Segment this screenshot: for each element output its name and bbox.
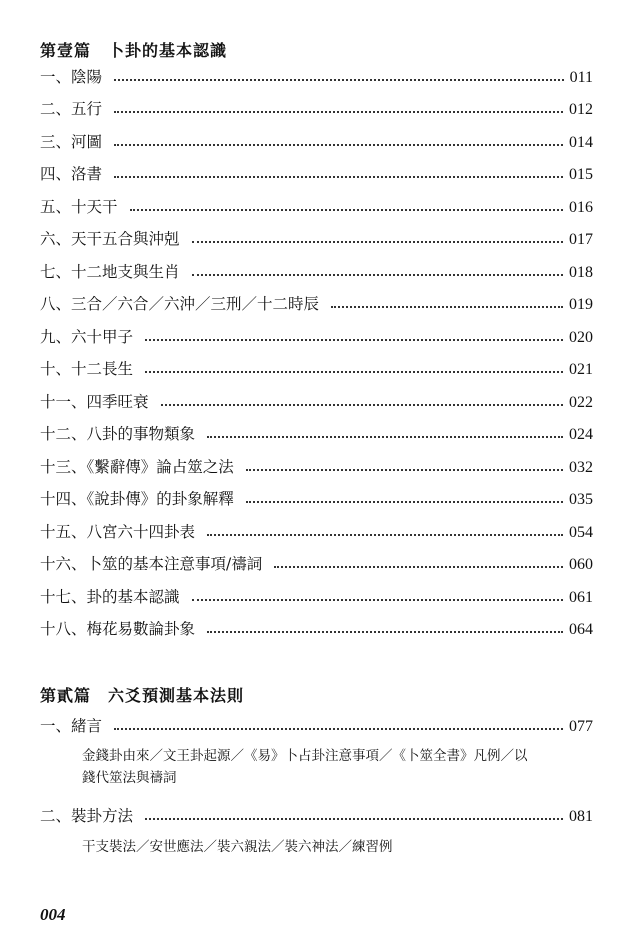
dot-leader [207, 631, 563, 633]
part1-title: 第壹篇 卜卦的基本認識 [40, 41, 228, 60]
toc-entry-page: 020 [569, 329, 593, 346]
toc-entry-title: 十二、八卦的事物類象 [40, 425, 196, 443]
toc-entry [40, 800, 593, 826]
toc-entry-title: 十三、《繫辭傳》論占筮之法 [40, 458, 234, 476]
toc-entry-title: 三、河圖 [40, 133, 103, 151]
toc-entry-title: 五、十天干 [40, 198, 118, 216]
toc-entry [40, 418, 593, 444]
dot-leader [331, 306, 563, 308]
toc-entry-page: 061 [569, 589, 593, 606]
toc-entry-title: 十八、梅花易數論卦象 [40, 620, 196, 638]
dot-leader [192, 599, 563, 601]
dot-leader [145, 371, 563, 373]
dot-leader [246, 469, 563, 471]
page-number: 004 [40, 905, 66, 924]
toc-entry-title: 九、六十甲子 [40, 328, 134, 346]
toc-entry-page: 022 [569, 394, 593, 411]
toc-entry-page: 014 [569, 134, 593, 151]
dot-leader [114, 176, 563, 178]
dot-leader [246, 501, 563, 503]
toc-entry [40, 613, 593, 639]
toc-entry-title: 二、五行 [40, 100, 103, 118]
toc-entry [40, 548, 593, 574]
toc-entry-title: 十四、《說卦傳》的卦象解釋 [40, 490, 234, 508]
dot-leader [145, 818, 563, 820]
toc-entry-title: 一、陰陽 [40, 68, 103, 86]
toc-entry [40, 223, 593, 249]
toc-entry [40, 581, 593, 607]
toc-entry-page: 016 [569, 199, 593, 216]
toc-entry [40, 353, 593, 379]
dot-leader [207, 436, 563, 438]
toc-entry [40, 710, 593, 736]
toc-entry-page: 012 [569, 101, 593, 118]
toc-entry [40, 516, 593, 542]
dot-leader [161, 404, 563, 406]
toc-entry [40, 288, 593, 314]
toc-entry-title: 一、緒言 [40, 717, 103, 735]
toc-entry [40, 386, 593, 412]
toc-entry-page: 060 [569, 556, 593, 573]
toc-entry-title: 二、裝卦方法 [40, 807, 134, 825]
toc-entry [40, 191, 593, 217]
dot-leader [207, 534, 563, 536]
toc-entry-page: 032 [569, 459, 593, 476]
dot-leader [274, 566, 563, 568]
toc-entry [40, 451, 593, 477]
toc-entry [40, 256, 593, 282]
toc-entry-page: 021 [569, 361, 593, 378]
toc-entry [40, 93, 593, 119]
toc-entry-page: 011 [569, 69, 593, 86]
part2-title: 第貳篇 六爻預測基本法則 [40, 686, 245, 705]
dot-leader [192, 241, 563, 243]
toc-entry-title: 四、洛書 [40, 165, 103, 183]
dot-leader [114, 111, 563, 113]
toc-entry [40, 126, 593, 152]
dot-leader [114, 144, 563, 146]
toc-entry-title: 八、三合／六合／六沖／三刑／十二時辰 [40, 295, 320, 313]
toc-subtopics: 錢代筮法與禱詞 [82, 770, 177, 786]
toc-entry [40, 321, 593, 347]
toc-entry-title: 七、十二地支與生肖 [40, 263, 180, 281]
toc-entry [40, 61, 593, 87]
toc-entry-page: 018 [569, 264, 593, 281]
dot-leader [192, 274, 563, 276]
dot-leader [130, 209, 563, 211]
dot-leader [114, 728, 563, 730]
dot-leader [114, 79, 564, 81]
toc-entry [40, 158, 593, 184]
toc-entry-title: 十七、卦的基本認識 [40, 588, 180, 606]
toc-entry-page: 017 [569, 231, 593, 248]
toc-entry-title: 十五、八宮六十四卦表 [40, 523, 196, 541]
toc-entry-page: 081 [569, 808, 593, 825]
toc-entry-page: 064 [569, 621, 593, 638]
toc-entry-page: 019 [569, 296, 593, 313]
toc-entry-page: 077 [569, 718, 593, 735]
toc-subtopics: 金錢卦由來／文王卦起源／《易》卜占卦注意事項／《卜筮全書》凡例／以 [82, 748, 528, 764]
toc-entry-page: 024 [569, 426, 593, 443]
toc-entry-title: 十六、卜筮的基本注意事項/禱詞 [40, 555, 263, 573]
dot-leader [145, 339, 563, 341]
toc-entry-title: 十一、四季旺衰 [40, 393, 149, 411]
toc-entry-page: 054 [569, 524, 593, 541]
toc-entry-page: 035 [569, 491, 593, 508]
toc-subtopics: 干支裝法／安世應法／裝六親法／裝六神法／練習例 [82, 839, 393, 855]
toc-entry-title: 六、天干五合與沖剋 [40, 230, 180, 248]
toc-entry-page: 015 [569, 166, 593, 183]
toc-entry-title: 十、十二長生 [40, 360, 134, 378]
toc-entry [40, 483, 593, 509]
